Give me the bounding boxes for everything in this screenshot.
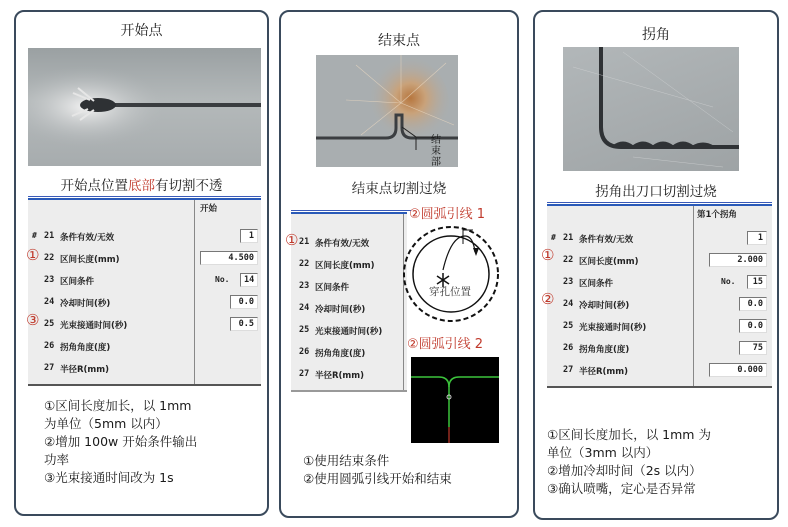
corner-notes (547, 426, 775, 498)
settings-row (547, 318, 772, 336)
divider (547, 202, 772, 203)
settings-header: 开始 (200, 204, 218, 214)
row-label: 区间长度(mm) (60, 255, 120, 265)
arc-lead-label-2: ②圆弧引线 2 (407, 337, 484, 352)
row-prefix: No. (721, 277, 736, 286)
note-line: ①区间长度加长，以 1mm (44, 398, 192, 413)
row-number: 21 (44, 231, 55, 241)
end-point-caption: 结束点切割过烧 (351, 181, 447, 197)
row-value-field[interactable]: 0.0 (739, 319, 767, 333)
start-settings-table (28, 198, 261, 386)
row-number: 21 (299, 237, 310, 247)
row-number: 24 (299, 303, 310, 313)
note-line: ②增加冷却时间（2s 以内） (547, 463, 702, 478)
row-number: 25 (44, 319, 55, 329)
row-number: 26 (44, 341, 55, 351)
marker-1: ① (285, 231, 299, 249)
row-number: 22 (563, 255, 574, 265)
panel-title: 开始点 (120, 23, 163, 39)
row-label: 拐角角度(度) (315, 349, 366, 359)
corner-settings-table (547, 204, 772, 388)
note-line: ②使用圆弧引线开始和结束 (303, 471, 452, 486)
panel-title: 结束点 (378, 33, 420, 49)
row-label: 光束接通时间(秒) (315, 327, 383, 337)
row-label: 拐角角度(度) (579, 345, 630, 355)
marker-3: ③ (26, 311, 40, 329)
panel-start-point (14, 10, 269, 516)
settings-row (28, 294, 261, 312)
settings-row (547, 252, 772, 270)
note-line: ①使用结束条件 (303, 453, 390, 468)
note-line: ②增加 100w 开始条件输出 (44, 434, 198, 449)
settings-row (291, 278, 407, 296)
row-label: 区间条件 (579, 279, 614, 289)
end-point-photo (316, 55, 458, 167)
row-number: 24 (44, 297, 55, 307)
arc-lead-screen (411, 357, 499, 443)
row-number: 26 (563, 343, 574, 353)
note-line: 单位（3mm 以内） (547, 445, 659, 460)
note-line: ③光束接通时间改为 1s (44, 470, 174, 485)
row-value-field[interactable]: 0.5 (230, 317, 258, 331)
row-value-field[interactable]: 4.500 (200, 251, 258, 265)
settings-row (28, 250, 261, 268)
row-prefix: No. (215, 275, 230, 284)
row-number: 23 (299, 281, 310, 291)
caption-text: 开始点位置 (60, 178, 128, 194)
row-label: 冷却时间(秒) (579, 301, 630, 311)
row-label: 冷却时间(秒) (60, 299, 111, 309)
row-value-field[interactable]: 0.0 (739, 297, 767, 311)
marker-2: ② (541, 290, 555, 308)
row-number: 22 (299, 259, 310, 269)
pierce-position-label: 穿孔位置 (429, 286, 471, 298)
caption-text: 有切割不透 (155, 178, 223, 194)
row-label: 半径R(mm) (579, 367, 629, 377)
end-part-label: 结束部 (431, 135, 441, 167)
row-label: 半径R(mm) (60, 365, 110, 375)
settings-row (291, 322, 407, 340)
row-number: 21 (563, 233, 574, 243)
panel-end-point (279, 10, 519, 518)
settings-row (28, 316, 261, 334)
row-number: 26 (299, 347, 310, 357)
settings-row (28, 228, 261, 246)
settings-row (28, 338, 261, 356)
row-value-field[interactable]: 2.000 (709, 253, 767, 267)
row-label: 光束接通时间(秒) (579, 323, 647, 333)
row-number: 24 (563, 299, 574, 309)
row-label: 拐角角度(度) (60, 343, 111, 353)
panel-corner (533, 10, 779, 520)
note-line: ①区间长度加长，以 1mm 为 (547, 427, 711, 442)
row-label: 区间长度(mm) (315, 261, 375, 271)
row-number: 23 (563, 277, 574, 287)
row-bullet: # (32, 231, 37, 240)
row-number: 27 (44, 363, 55, 373)
start-notes (44, 397, 259, 487)
row-label: 条件有效/无效 (579, 235, 634, 245)
settings-row (291, 256, 407, 274)
row-value-field[interactable]: 1 (747, 231, 767, 245)
settings-row (547, 340, 772, 358)
row-number: 27 (563, 365, 574, 375)
row-number: 25 (563, 321, 574, 331)
note-line: 功率 (44, 452, 70, 467)
corner-burn-image (563, 47, 739, 171)
settings-row (291, 234, 407, 252)
row-label: 半径R(mm) (315, 371, 365, 381)
corner-caption: 拐角出刀口切割过烧 (595, 184, 717, 200)
settings-row (547, 362, 772, 380)
start-point-caption (16, 174, 267, 194)
panel-title: 拐角 (642, 27, 670, 43)
settings-row (28, 360, 261, 378)
row-label: 条件有效/无效 (315, 239, 370, 249)
caption-highlight: 底部 (128, 178, 155, 194)
row-value-field[interactable]: 15 (747, 275, 767, 289)
settings-row (547, 274, 772, 292)
row-value-field[interactable]: 0.000 (709, 363, 767, 377)
row-number: 22 (44, 253, 55, 263)
arc-lead-label-1: ②圆弧引线 1 (409, 207, 486, 222)
corner-photo (563, 47, 739, 171)
settings-header: 第1个拐角 (697, 210, 737, 220)
row-label: 区间条件 (315, 283, 350, 293)
marker-1: ① (541, 246, 555, 264)
row-number: 27 (299, 369, 310, 379)
row-number: 23 (44, 275, 55, 285)
divider (291, 210, 411, 211)
row-label: 光束接通时间(秒) (60, 321, 128, 331)
start-point-photo (28, 48, 261, 166)
settings-row (547, 296, 772, 314)
end-settings-table (291, 212, 407, 392)
arc-lead-diagram (403, 222, 503, 324)
row-value-field[interactable]: 14 (240, 273, 258, 287)
row-number: 25 (299, 325, 310, 335)
row-label: 区间长度(mm) (579, 257, 639, 267)
settings-row (291, 344, 407, 362)
settings-row (547, 230, 772, 248)
settings-row (291, 300, 407, 318)
row-label: 条件有效/无效 (60, 233, 115, 243)
divider (28, 196, 261, 197)
row-bullet: # (551, 233, 556, 242)
row-label: 区间条件 (60, 277, 95, 287)
row-value-field[interactable]: 1 (240, 229, 258, 243)
settings-row (28, 272, 261, 290)
note-line: ③确认喷嘴，定心是否异常 (547, 481, 696, 496)
row-value-field[interactable]: 0.0 (230, 295, 258, 309)
start-point-cut-image (28, 48, 261, 166)
settings-row (291, 366, 407, 384)
row-value-field[interactable]: 75 (739, 341, 767, 355)
marker-1: ① (26, 246, 40, 264)
row-label: 冷却时间(秒) (315, 305, 366, 315)
end-notes (303, 452, 513, 488)
note-line: 为单位（5mm 以内） (44, 416, 168, 431)
